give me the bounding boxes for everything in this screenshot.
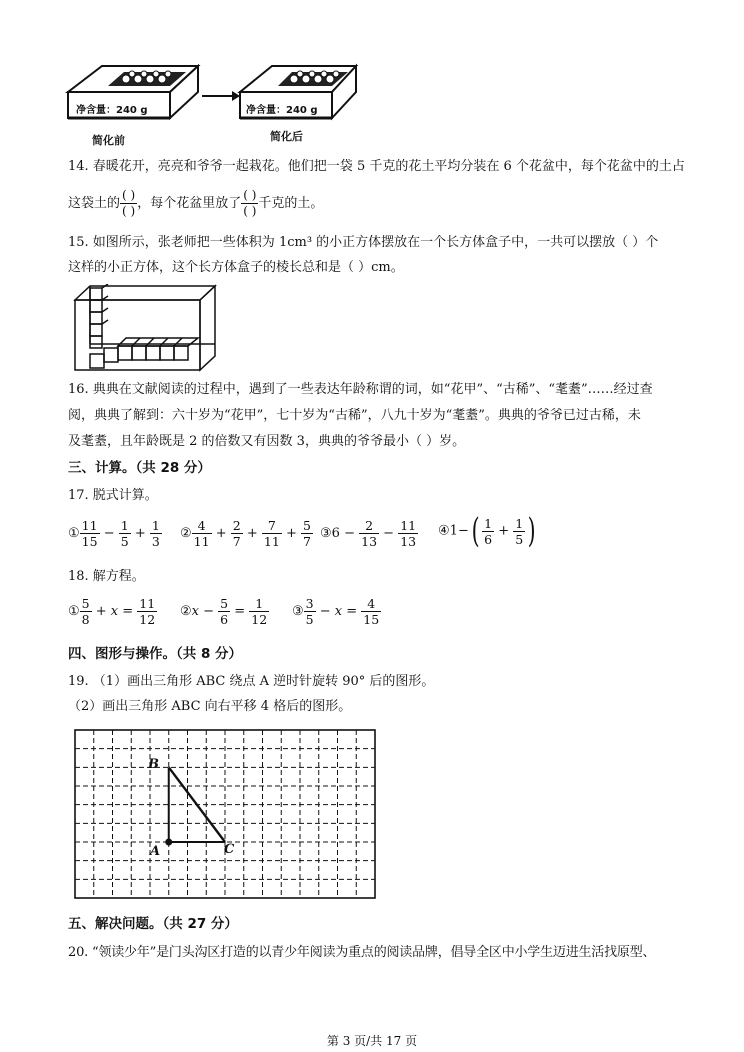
cube-box-figure	[70, 284, 220, 374]
net-weight-value: 240 g	[116, 105, 148, 116]
section4-title: 四、图形与操作。（共 8 分）	[68, 646, 243, 662]
point-a-dot	[165, 839, 172, 846]
q15-line1: 15. 如图所示，张老师把一些体积为 1cm³ 的小正方体摆放在一个长方体盒子中，一共可以摆放（ ）个	[68, 235, 659, 250]
grid-figure	[74, 729, 376, 899]
label-c: C	[224, 842, 235, 857]
q16-line3: 及耄耋，且年龄既是 2 的倍数又有因数 3，典典的爷爷最小（ ）岁。	[68, 434, 466, 449]
q17-expr3: ③6 − $\frac{2}{13}$ − $\frac{11}{13}$	[320, 518, 417, 549]
arrow-right-icon	[202, 91, 240, 101]
q18-eq3: ③ $\frac{3}{5}$ − x = $\frac{4}{15}$	[292, 596, 380, 627]
section5-title: 五、解决问题。（共 27 分）	[68, 916, 238, 932]
q14-line2: 这袋土的 $\frac{( )}{( )}$ ，每个花盆里放了 $\frac{( )}{( )}$ 千克的土。	[68, 188, 324, 218]
net-content-label: 净含量：	[246, 105, 286, 116]
q18-title: 18. 解方程。	[68, 569, 145, 584]
triangle-side-bc	[169, 767, 225, 842]
q17-expr1: ① $\frac{11}{15}$ − $\frac{1}{5}$ + $\frac{1}{3}$	[68, 518, 160, 549]
label-a: A	[150, 844, 161, 859]
q15-line2: 这样的小正方体，这个长方体盒子的棱长总和是（ ）cm。	[68, 260, 404, 275]
page-footer: 第 3 页/共 17 页	[326, 1034, 418, 1048]
fraction-blank: $\frac{( )}{( )}$	[243, 188, 257, 218]
q14-line1: 14. 春暖花开，亮亮和爷爷一起栽花。他们把一袋 5 千克的花土平均分装在 6 个花盆中，每个花盆中的土占	[68, 159, 685, 174]
net-content-label: 净含量：	[76, 105, 116, 116]
q19-line1: 19. （1）画出三角形 ABC 绕点 A 逆时针旋转 90° 后的图形。	[68, 674, 435, 689]
section3-title: 三、计算。（共 28 分）	[68, 460, 211, 476]
q18-eq1: ① $\frac{5}{8}$ + x = $\frac{11}{12}$	[68, 596, 156, 627]
label-b: B	[148, 757, 159, 772]
q18-eq2: ②x − $\frac{5}{6}$ = $\frac{1}{12}$	[180, 596, 268, 627]
fraction-blank: $\frac{( )}{( )}$	[122, 188, 136, 218]
caption-after: 简化后	[270, 130, 303, 143]
q16-line1: 16. 典典在文献阅读的过程中，遇到了一些表达年龄称谓的词，如“花甲”、“古稀”、“耄耋”……经过查	[68, 382, 653, 397]
box-after-label	[246, 101, 318, 116]
q17-title: 17. 脱式计算。	[68, 488, 158, 503]
q19-line2: （2）画出三角形 ABC 向右平移 4 格后的图形。	[68, 699, 352, 714]
caption-before: 简化前	[92, 134, 125, 147]
q17-expr2: ② $\frac{4}{11}$ + $\frac{2}{7}$ + $\frac{7}{11}$ + $\frac{5}{7}$	[180, 518, 311, 549]
box-before-label	[76, 101, 148, 116]
q16-line2: 阅，典典了解到：六十岁为“花甲”，七十岁为“古稀”，八九十岁为“耄耋”。典典的爷爷已过古稀，未	[68, 408, 641, 423]
q17-expr4: ④1−( $\frac{1}{6}$ + $\frac{1}{5}$ )	[438, 511, 536, 551]
q20-line1: 20. “领读少年”是门头沟区打造的以青少年阅读为重点的阅读品牌，倡导全区中小学生迈进生活找原型、	[68, 945, 656, 960]
net-weight-value: 240 g	[286, 105, 318, 116]
